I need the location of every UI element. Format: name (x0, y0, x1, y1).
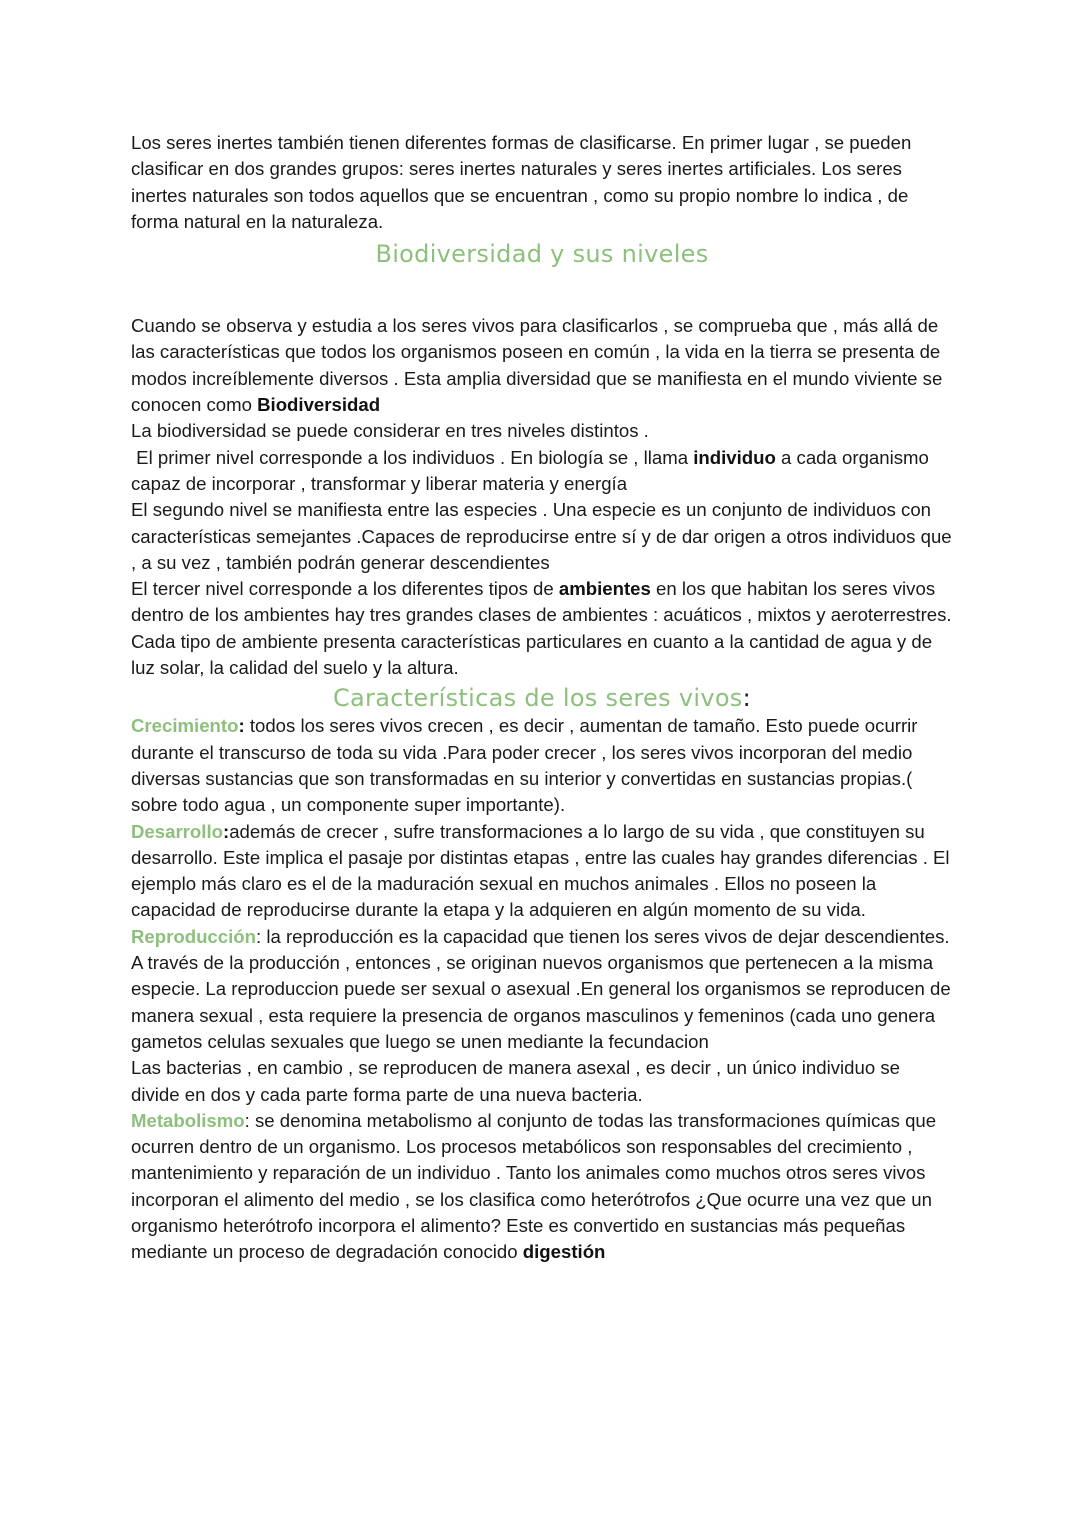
biodiversidad-text: Cuando se observa y estudia a los seres vivos para clasificarlos , se comprueba que , más allá de las características que todos los organismos poseen en común , la vida en la tierra se presenta de modos increíblemente diversos . Esta amplia diversidad que se manifiesta en el mundo viviente se conocen como (131, 315, 943, 416)
intro-paragraph: Los seres inertes también tienen diferentes formas de clasificarse. En primer lugar , se pueden clasificar en dos grandes grupos: seres inertes naturales y seres inertes artificiales. Los seres inertes naturales son todos aquellos que se encuentran , como su propio nombre lo indica , de forma natural en la naturaleza. (131, 132, 912, 232)
primer-nivel-post: a cada organismo capaz de incorporar , transformar y liberar materia y energía (131, 446, 929, 494)
desarrollo-paragraph (131, 819, 953, 924)
heading-caracteristicas (131, 683, 953, 713)
primer-nivel-pre: El primer nivel corresponde a los individuos . En biología se , llama (131, 446, 694, 468)
desarrollo-term: Desarrollo (131, 820, 223, 842)
desarrollo-colon: : (222, 820, 230, 842)
document-page (131, 130, 953, 1266)
metabolismo-term: Metabolismo (131, 1109, 245, 1131)
crecimiento-text: todos los seres vivos crecen , es decir , aumentan de tamaño. Esto puede ocurrir durante el transcurso de toda su vida .Para poder crecer , los seres vivos incorporan del medio diversas sustancias que son transformadas en su interior y convertidas en sustancias propias.( sobre todo agua , un componente super importante). (131, 715, 918, 816)
niveles-paragraph: La biodiversidad se puede considerar en tres niveles distintos . (131, 420, 649, 442)
biodiversidad-paragraph (131, 313, 953, 418)
bacterias-paragraph: Las bacterias , en cambio , se reproducen de manera asexal , es decir , un único individuo se divide en dos y cada parte forma parte de una nueva bacteria. (131, 1057, 900, 1105)
tercer-nivel-post: en los que habitan los seres vivos dentro de los ambientes hay tres grandes clases de ambientes : acuáticos , mixtos y aeroterrestres. (131, 578, 952, 626)
metabolismo-text: : se denomina metabolismo al conjunto de todas las transformaciones químicas que ocurren dentro de un organismo. Los procesos metabólicos son responsables del crecimiento , mantenimiento y reparación de un individuo . Tanto los animales como muchos otros seres vivos incorporan el alimento del medio , se los clasifica como heterótrofos ¿Que ocurre una vez que un organismo heterótrofo incorpora el alimento? Este es convertido en sustancias más pequeñas mediante un proceso de degradación conocido (131, 1109, 937, 1263)
crecimiento-term: Crecimiento (131, 715, 239, 737)
digestion-term: digestión (522, 1241, 606, 1263)
individuo-term: individuo (693, 446, 776, 468)
crecimiento-colon: : (238, 715, 245, 737)
metabolismo-paragraph (131, 1108, 953, 1266)
heading-colon: : (742, 684, 752, 713)
reproduccion-paragraph (131, 924, 953, 1055)
crecimiento-paragraph (131, 713, 953, 818)
ambientes-term: ambientes (558, 578, 651, 600)
heading-caracteristicas-text: Características de los seres vivos (332, 684, 743, 713)
heading-biodiversidad: Biodiversidad y sus niveles (375, 240, 709, 269)
tercer-nivel-paragraph (131, 576, 953, 629)
biodiversidad-term: Biodiversidad (257, 394, 381, 416)
ambiente-paragraph: Cada tipo de ambiente presenta características particulares en cuanto a la cantidad de agua y de luz solar, la calidad del suelo y la altura. (131, 630, 933, 679)
tercer-nivel-pre: El tercer nivel corresponde a los diferentes tipos de (131, 578, 559, 600)
reproduccion-text: : la reproducción es la capacidad que tienen los seres vivos de dejar descendientes. A través de la producción , entonces , se originan nuevos organismos que pertenecen a la misma especie. La reproduccion puede ser sexual o asexual .En general los organismos se reproducen de manera sexual , esta requiere la presencia de organos masculinos y femeninos (cada uno genera gametos celulas sexuales que luego se unen mediante la fecundacion (131, 925, 951, 1052)
primer-nivel-paragraph (131, 445, 953, 498)
reproduccion-term: Reproducción (131, 925, 256, 947)
desarrollo-text: además de crecer , sufre transformaciones a lo largo de su vida , que constituyen su desarrollo. Este implica el pasaje por distintas etapas , entre las cuales hay grandes diferencias . El ejemplo más claro es el de la maduración sexual en muchos animales . Ellos no poseen la capacidad de reproducirse durante la etapa y la adquieren en algún momento de su vida. (131, 820, 950, 921)
segundo-nivel-paragraph: El segundo nivel se manifiesta entre las especies . Una especie es un conjunto de individuos con características semejantes .Capaces de reproducirse entre sí y de dar origen a otros individuos que , a su vez , también podrán generar descendientes (131, 499, 952, 573)
